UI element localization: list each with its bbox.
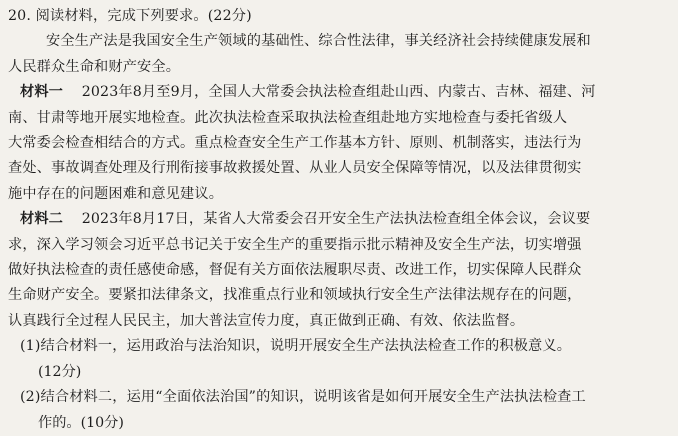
material1-line-4: 查处、事故调查处理及行刑衔接事故救援处置、从业人员安全保障等情况，以及法律贯彻实 — [8, 160, 582, 177]
material1-line-2: 南、甘肃等地开展实地检查。此次执法检查采取执法检查组赴地方实地检查与委托省级人 — [8, 109, 568, 126]
material2-label: 材料二 — [20, 211, 64, 228]
material2-line-5: 认真践行全过程人民民主，加大普法宣传力度，真正做到正确、有效、依法监督。 — [8, 312, 525, 329]
question-heading: 20. 阅读材料，完成下列要求。(22分) — [8, 8, 252, 24]
material1-line-3: 大常委会检查相结合的方式。重点检查安全生产工作基本方针、原则、机制落实，违法行为 — [8, 135, 582, 152]
sub-question-1-score: (12分) — [38, 363, 82, 380]
material2-line-1 — [8, 207, 666, 232]
material2-line-4: 生命财产安全。要紧扣法律条文，找准重点行业和领域执行安全生产法律法规存在的问题， — [8, 287, 582, 304]
material2-line-3: 做好执法检查的责任感使命感，督促有关方面依法履职尽责、改进工作，切实保障人民群众 — [8, 262, 582, 279]
material1-line-5: 施中存在的问题困难和意见建议。 — [8, 185, 224, 202]
sub-question-1-line-1: (1)结合材料一，运用政治与法治知识，说明开展安全生产法执法检查工作的积极意义。 — [20, 338, 572, 355]
sub-question-2-line-2: 作的。(10分) — [38, 414, 124, 431]
material1-line-1 — [8, 80, 666, 105]
material1-label: 材料一 — [20, 84, 64, 101]
sub-question-2-line-1: (2)结合材料二，运用“全面依法治国”的知识，说明该省是如何开展安全生产法执法检查工 — [20, 389, 586, 406]
intro-line-1: 安全生产法是我国安全生产领域的基础性、综合性法律，事关经济社会持续健康发展和 — [46, 33, 591, 50]
intro-line-2: 人民群众生命和财产安全。 — [8, 58, 181, 75]
material2-text-1: 2023年8月17日，某省人大常委会召开安全生产法执法检查组全体会议，会议要 — [81, 211, 591, 228]
material1-text-1: 2023年8月至9月，全国人大常委会执法检查组赴山西、内蒙古、吉林、福建、河 — [81, 84, 596, 101]
material2-line-2: 求，深入学习领会习近平总书记关于安全生产的重要指示批示精神及安全生产法，切实增强 — [8, 236, 582, 253]
